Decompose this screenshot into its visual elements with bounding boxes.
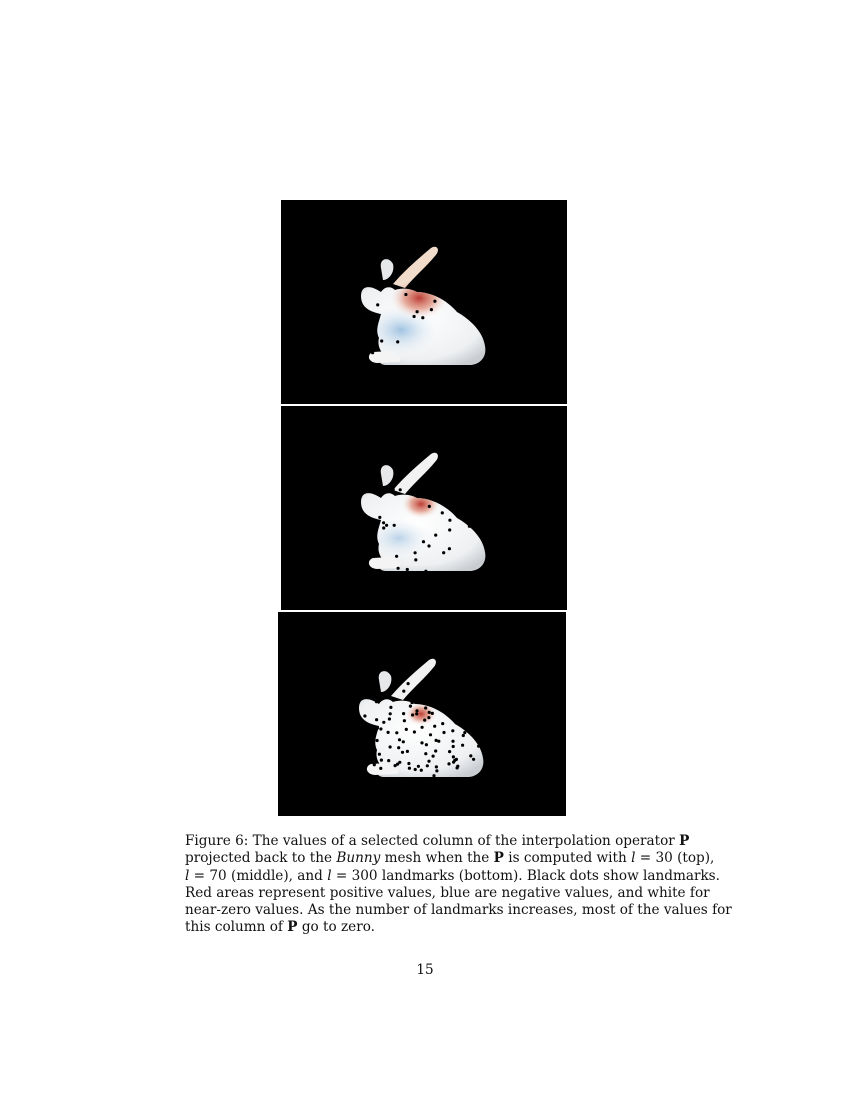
caption-text: projected back to the: [185, 850, 337, 867]
landmark-dot: [414, 551, 417, 554]
landmark-dot: [387, 759, 390, 762]
landmark-dot: [442, 551, 445, 554]
landmark-dot: [376, 726, 379, 729]
landmark-dot: [402, 740, 405, 743]
caption-bold-symbol: P: [679, 833, 690, 849]
caption-text: Red areas represent positive values, blue are negative values, and white for: [185, 884, 710, 901]
bunny-mesh: [361, 453, 485, 573]
caption-bold-symbol: P: [493, 850, 504, 867]
landmark-dot: [452, 761, 455, 764]
bunny-render-l300: [278, 612, 566, 816]
bunny-panel-middle: [281, 406, 567, 610]
caption-text: = 300 landmarks (bottom). Black dots show landmarks.: [331, 867, 720, 884]
caption-italic-text: Bunny: [336, 850, 381, 867]
landmark-dot: [361, 747, 364, 750]
landmark-dot: [431, 712, 434, 715]
landmark-dot: [420, 741, 423, 744]
landmark-dot: [460, 713, 463, 716]
landmark-dot: [404, 293, 407, 296]
landmark-dot: [452, 745, 455, 748]
landmark-dot: [378, 516, 381, 519]
landmark-dot: [396, 763, 399, 766]
landmark-dot: [427, 716, 430, 719]
landmark-dot: [414, 558, 417, 561]
landmark-dot: [402, 712, 405, 715]
landmark-dot: [375, 718, 378, 721]
caption-text: is computed with: [503, 850, 632, 867]
landmark-dot: [403, 719, 406, 722]
caption-text: go to zero.: [297, 919, 375, 936]
landmark-dot: [389, 712, 392, 715]
landmark-dot: [435, 769, 438, 772]
landmark-dot: [435, 765, 438, 768]
landmark-dot: [451, 729, 454, 732]
bunny-mesh: [359, 247, 485, 365]
figure-caption: [185, 833, 732, 937]
landmark-dot: [399, 488, 402, 491]
caption-line: [185, 919, 666, 936]
landmark-dot: [385, 524, 388, 527]
landmark-dot: [432, 755, 435, 758]
landmark-dot: [469, 754, 472, 757]
landmark-dot: [441, 722, 444, 725]
landmark-dot: [368, 739, 371, 742]
caption-line: [185, 850, 715, 867]
landmark-dot: [407, 762, 410, 765]
landmark-dot: [379, 767, 382, 770]
landmark-dot: [448, 528, 451, 531]
landmark-dot: [395, 555, 398, 558]
landmark-dot: [461, 744, 464, 747]
landmark-dot: [467, 728, 470, 731]
landmark-dot: [450, 710, 453, 713]
landmark-dot: [452, 755, 455, 758]
landmark-dot: [434, 749, 437, 752]
landmark-dot: [462, 734, 465, 737]
landmark-dot: [378, 753, 381, 756]
landmark-dot: [421, 726, 424, 729]
landmark-dot: [369, 541, 372, 544]
landmark-dot: [397, 567, 400, 570]
landmark-dot: [414, 768, 417, 771]
landmark-dot: [376, 303, 379, 306]
bunny-render-l30: [281, 200, 567, 404]
landmark-dot: [387, 731, 390, 734]
landmark-dot: [459, 719, 462, 722]
landmark-dot: [456, 765, 459, 768]
caption-text: mesh when the: [380, 850, 494, 867]
landmark-dot: [429, 733, 432, 736]
landmark-dot: [451, 740, 454, 743]
landmark-dot: [417, 765, 420, 768]
landmark-dot: [442, 731, 445, 734]
caption-italic-text: l: [327, 867, 332, 884]
landmark-dot: [428, 291, 431, 294]
landmark-dot: [456, 711, 459, 714]
caption-italic-text: l: [631, 850, 636, 867]
landmark-dot: [430, 308, 433, 311]
landmark-dot: [422, 540, 425, 543]
bunny-mesh: [359, 659, 484, 778]
landmark-dot: [415, 709, 418, 712]
landmark-dot: [434, 534, 437, 537]
landmark-dot: [455, 758, 458, 761]
landmark-dot: [408, 767, 411, 770]
landmark-dot: [427, 760, 430, 763]
landmark-dot: [435, 739, 438, 742]
landmark-dot: [424, 752, 427, 755]
landmark-dot: [371, 351, 374, 354]
landmark-dot: [424, 570, 427, 573]
landmark-dot: [405, 728, 408, 731]
landmark-dot: [433, 725, 436, 728]
caption-bold-symbol: P: [287, 919, 298, 936]
landmark-dot: [388, 717, 391, 720]
landmark-dot: [427, 544, 430, 547]
landmark-dot: [411, 713, 414, 716]
landmark-dot: [376, 281, 379, 284]
landmark-dot: [406, 568, 409, 571]
landmark-dot: [481, 740, 484, 743]
landmark-dot: [407, 682, 410, 685]
landmark-dot: [420, 769, 423, 772]
landmark-dot: [462, 722, 465, 725]
landmark-dot: [359, 725, 362, 728]
landmark-dot: [396, 340, 399, 343]
caption-text: = 70 (middle), and: [189, 867, 328, 884]
landmark-dot: [421, 316, 424, 319]
landmark-dot: [398, 738, 401, 741]
landmark-dot: [375, 700, 378, 703]
bunny-panel-top: [281, 200, 567, 404]
landmark-dot: [441, 511, 444, 514]
landmark-dot: [425, 743, 428, 746]
caption-line: [185, 902, 732, 919]
landmark-dot: [448, 547, 451, 550]
landmark-dot: [470, 723, 473, 726]
bunny-panel-bottom: [278, 612, 566, 816]
landmark-dot: [447, 762, 450, 765]
landmark-dot: [369, 745, 372, 748]
landmark-dot: [416, 310, 419, 313]
landmark-dot: [432, 774, 435, 777]
landmark-dot: [463, 731, 466, 734]
caption-line: [185, 833, 690, 850]
landmark-dot: [376, 739, 379, 742]
landmark-dot: [382, 721, 385, 724]
landmark-dot: [428, 505, 431, 508]
landmark-dot: [389, 706, 392, 709]
caption-text: this column of: [185, 919, 288, 936]
page-number: 15: [416, 962, 434, 978]
landmark-dot: [433, 300, 436, 303]
landmark-dot: [373, 763, 376, 766]
caption-line: [185, 867, 720, 885]
caption-italic-text: l: [185, 867, 190, 884]
landmark-dot: [448, 519, 451, 522]
landmark-dot: [468, 525, 471, 528]
landmark-dot: [413, 315, 416, 318]
landmark-dot: [380, 339, 383, 342]
landmark-dot: [426, 764, 429, 767]
landmark-dot: [415, 712, 418, 715]
landmark-dot: [410, 701, 413, 704]
landmark-dot: [380, 759, 383, 762]
caption-text: near-zero values. As the number of landmarks increases, most of the values for: [185, 902, 732, 919]
landmark-dot: [401, 751, 404, 754]
landmark-dot: [393, 524, 396, 527]
landmark-dot: [379, 727, 382, 730]
landmark-dot: [423, 719, 426, 722]
bunny-render-l70: [281, 406, 567, 610]
landmark-dot: [406, 750, 409, 753]
landmark-dot: [397, 746, 400, 749]
landmark-dot: [448, 750, 451, 753]
landmark-dot: [395, 731, 398, 734]
landmark-dot: [480, 526, 483, 529]
landmark-dot: [373, 730, 376, 733]
landmark-dot: [413, 730, 416, 733]
landmark-dot: [392, 488, 395, 491]
landmark-dot: [382, 521, 385, 524]
landmark-dot: [402, 690, 405, 693]
landmark-dot: [437, 740, 440, 743]
landmark-dot: [382, 526, 385, 529]
landmark-dot: [389, 745, 392, 748]
landmark-dot: [424, 706, 427, 709]
landmark-dot: [363, 714, 366, 717]
caption-text: Figure 6: The values of a selected column of the interpolation operator: [185, 833, 680, 849]
caption-line: [185, 884, 710, 902]
caption-text: = 30 (top),: [635, 850, 715, 867]
landmark-dot: [472, 758, 475, 761]
landmark-dot: [477, 745, 480, 748]
landmark-dot: [409, 705, 412, 708]
landmark-dot: [428, 711, 431, 714]
